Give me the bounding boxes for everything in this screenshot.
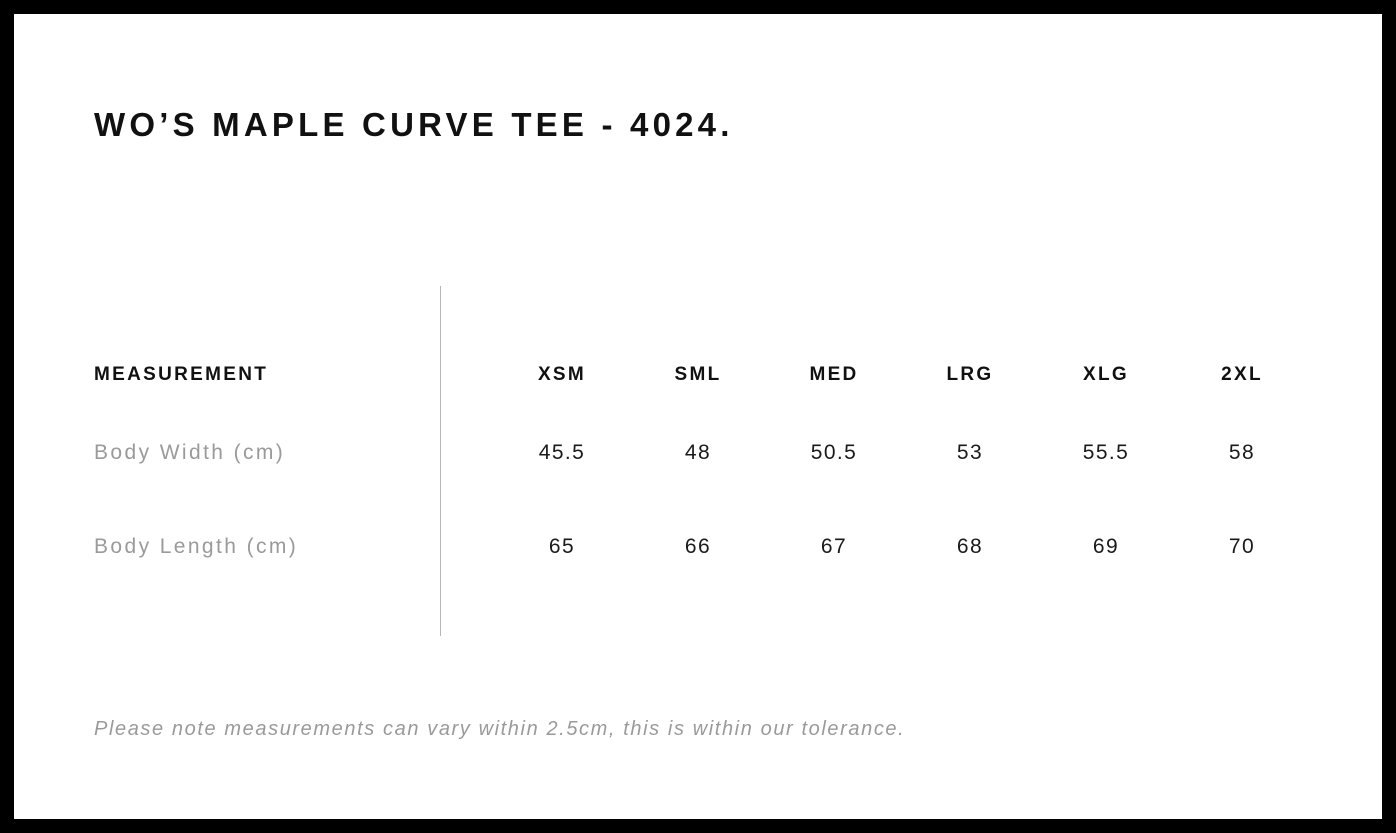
size-table-container (14, 14, 1382, 819)
row-label-body-width: Body Width (cm) (94, 441, 286, 464)
column-header-lrg: LRG (946, 364, 994, 385)
cell-body-length-med: 67 (820, 535, 848, 558)
cell-body-width-xlg: 55.5 (1082, 441, 1130, 464)
tolerance-note: Please note measurements can vary within 2.5cm, this is within our tolerance. (94, 718, 906, 740)
column-header-sml: SML (674, 364, 722, 385)
cell-body-width-xsm: 45.5 (538, 441, 586, 464)
cell-body-width-2xl: 58 (1228, 441, 1256, 464)
cell-body-length-sml: 66 (684, 535, 712, 558)
table-row (94, 406, 1310, 500)
column-header-med: MED (809, 364, 859, 385)
cell-body-width-sml: 48 (684, 441, 712, 464)
column-header-xlg: XLG (1083, 364, 1129, 385)
table-row (94, 500, 1310, 594)
column-header-measurement: MEASUREMENT (94, 364, 269, 385)
cell-body-width-lrg: 53 (956, 441, 984, 464)
size-chart-page (14, 14, 1382, 819)
cell-body-length-lrg: 68 (956, 535, 984, 558)
row-label-body-length: Body Length (cm) (94, 535, 299, 558)
page-title: WO’S MAPLE CURVE TEE - 4024. (94, 106, 734, 143)
size-table-body (94, 406, 1310, 594)
cell-body-length-xlg: 69 (1092, 535, 1120, 558)
cell-body-length-2xl: 70 (1228, 535, 1256, 558)
table-header-row (94, 344, 1310, 406)
column-header-2xl: 2XL (1221, 364, 1263, 385)
size-table-head (94, 344, 1310, 406)
size-table (94, 344, 1310, 594)
cell-body-length-xsm: 65 (548, 535, 576, 558)
column-header-xsm: XSM (537, 364, 587, 385)
cell-body-width-med: 50.5 (810, 441, 858, 464)
